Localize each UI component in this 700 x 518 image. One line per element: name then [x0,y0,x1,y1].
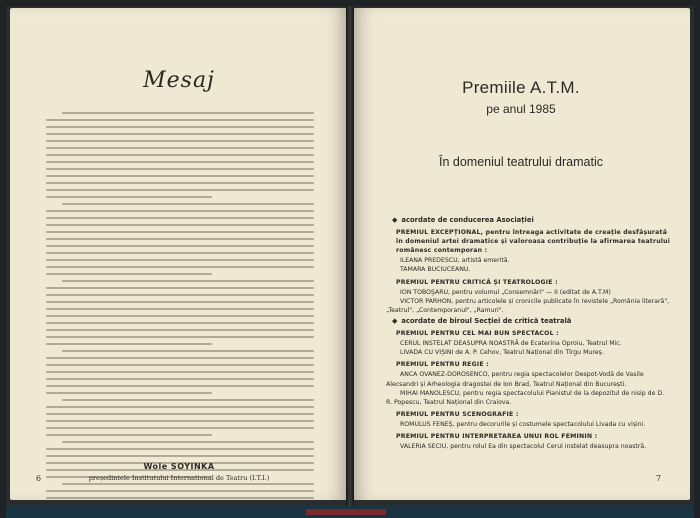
body-text-line [62,203,314,205]
body-text-line [46,294,314,296]
body-text-lines [46,112,314,500]
body-text-line [46,427,314,429]
body-text-line [46,140,314,142]
body-text-line [46,343,212,345]
section-title: În domeniul teatrului dramatic [439,155,603,169]
book-gutter [346,6,354,506]
award-entry: VICTOR PARHON, pentru articolele și cronicile publicate în revistele „România literară", „Teatrul", „Contemporanul", „Ramuri". [386,297,670,314]
body-text-line [62,399,314,401]
body-text-line [46,378,314,380]
award-entry: CERUL INSTELAT DEASUPRA NOASTRĂ de Ecaterina Oproiu, Teatrul Mic. [400,340,622,348]
diamond-bullet-icon: ◆ [392,316,398,325]
body-text-line [46,357,314,359]
award-entry: LIVADA CU VIȘINI de A. P. Cehov, Teatrul Național din Tîrgu Mureș. [400,349,604,357]
body-text-line [46,336,314,338]
author-role: președintele Institutului International de Teatru (I.T.I.) [88,474,270,482]
page-number-right: 7 [656,474,662,483]
body-text-line [46,161,314,163]
body-text-line [62,441,314,443]
body-text-line [46,252,314,254]
body-text-line [46,189,314,191]
body-text-line [46,224,314,226]
body-text-line [62,280,314,282]
book-spread [6,6,694,506]
diamond-bullet-icon: ◆ [392,216,398,224]
award-group-heading-text: acordate de conducerea Asociației [401,216,534,224]
body-text-line [46,301,314,303]
body-text-line [46,182,314,184]
award-category: PREMIUL PENTRU INTERPRETAREA UNUI ROL FEMININ : [396,432,598,440]
body-text-line [46,273,212,275]
body-text-line [46,119,314,121]
body-text-line [62,483,314,485]
award-entry: MIHAI MANOLESCU, pentru regia spectacolului Pianistul de la depozitul de nisip de D. R. Popescu, Teatrul Național din Craiova. [386,389,665,406]
body-text-line [46,238,314,240]
body-text-line [46,126,314,128]
award-entry: ANCA OVANEZ-DOROSENCO, pentru regia spectacolelor Despot-Vodă de Vasile Alecsandri și Arheologia dragostei de Ion Brad, Teatrul Național din București. [386,371,644,388]
left-page [10,8,348,500]
awards-title: Premiile A.T.M. [462,78,580,97]
body-text-line [46,385,314,387]
awards-list [382,214,672,451]
awards-subtitle: pe anul 1985 [486,102,556,116]
award-entry: ILEANA PREDESCU, artistă emerită. [400,257,510,265]
body-text-line [46,308,314,310]
award-group-heading [392,216,672,225]
body-text-line [46,175,314,177]
body-text-line [46,231,314,233]
body-text-line [46,448,314,450]
award-category: PREMIUL PENTRU SCENOGRAFIE : [396,410,519,418]
body-text-line [46,420,314,422]
award-entry: TAMARA BUCIUCEANU. [400,266,471,274]
body-text-line [46,392,212,394]
body-text-line [46,497,314,499]
cover-stripe [306,509,386,515]
award-category: PREMIUL PENTRU REGIE : [396,361,489,369]
body-text-line [46,245,314,247]
page-number-left: 6 [36,474,42,483]
body-text-line [46,406,314,408]
body-text-line [62,112,314,114]
body-text-line [46,210,314,212]
body-text-line [46,259,314,261]
award-category: PREMIUL EXCEPȚIONAL, pentru întreaga activitate de creație desfășurată în domeniul artei dramatice și valoroasa contribuție la afirmarea teatrului românesc contemporan : [396,229,671,255]
body-text-line [46,196,212,198]
body-text-line [46,168,314,170]
body-text-line [46,364,314,366]
body-text-line [62,350,314,352]
body-text-line [46,266,314,268]
body-text-line [46,315,314,317]
body-text-line [46,413,314,415]
body-text-line [46,434,212,436]
award-entry: VALERIA SECIU, pentru rolul Ea din spectacolul Cerul instelat deasupra noastră. [400,443,647,451]
award-group-heading-text: acordate de biroul Secției de critică teatrală [401,316,572,325]
award-group-heading [392,317,672,326]
award-entry: ROMULUS FENEȘ, pentru decorurile și costumele spectacolului Livada cu vișini. [400,420,646,428]
award-category: PREMIUL PENTRU CRITICĂ ȘI TEATROLOGIE : [396,278,558,286]
page-title: Mesaj [143,68,215,93]
award-entry: ION TOBOŞARU, pentru volumul „Consemnări" — II (editat de A.T.M) [400,288,611,296]
body-text-line [46,322,314,324]
body-text-line [46,133,314,135]
body-text-line [46,329,314,331]
body-text-line [46,490,314,492]
right-page [352,8,690,500]
body-text-line [46,455,314,457]
body-text-line [46,371,314,373]
body-text-line [46,147,314,149]
body-text-line [46,217,314,219]
body-text-line [46,154,314,156]
award-category: PREMIUL PENTRU CEL MAI BUN SPECTACOL : [396,330,559,338]
author-name: Wole SOYINKA [143,462,215,471]
body-text-line [46,287,314,289]
cover-edge [6,506,694,518]
